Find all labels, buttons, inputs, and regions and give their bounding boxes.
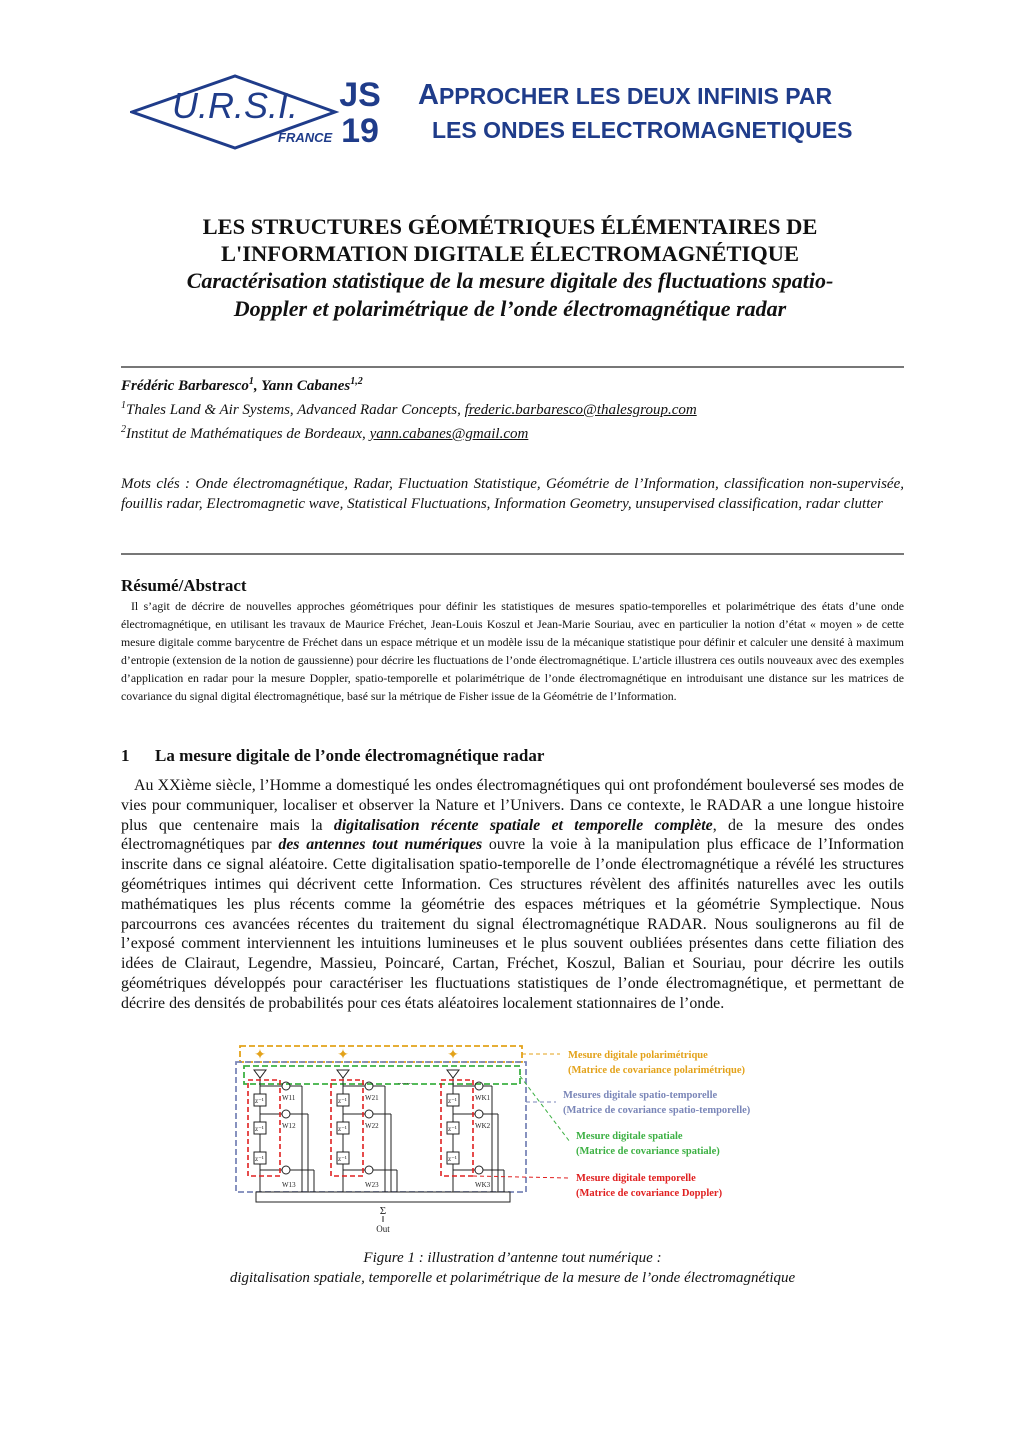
- caption-line1: Figure 1 : illustration d’antenne tout numérique :: [363, 1250, 662, 1266]
- weight-label: W11: [282, 1094, 296, 1102]
- polarimetric-box: [240, 1046, 522, 1062]
- polar-symbol-icon: ✦: [254, 1048, 266, 1063]
- para-part-b: , de la mesure des ondes électromagnétiques par: [121, 816, 904, 854]
- polar-symbol-icon: ✦: [337, 1048, 349, 1063]
- figure-caption: [121, 1248, 904, 1288]
- antenna-figure: [230, 1042, 810, 1234]
- legend-polar-title: Mesure digitale polarimétrique: [568, 1050, 708, 1061]
- sum-bar: [256, 1192, 510, 1202]
- paper-subtitle: [110, 267, 910, 323]
- author-2-sup: 1,2: [350, 376, 363, 387]
- aff-2-text: Institut de Mathématiques de Bordeaux,: [126, 426, 370, 442]
- paper-title: [110, 213, 910, 267]
- logo-subtext: FRANCE: [278, 130, 333, 145]
- weight-label: W23: [365, 1181, 379, 1189]
- aff-2-sup: 2: [121, 424, 126, 435]
- author-1-sup: 1: [248, 376, 254, 387]
- para-emphasis-2: des antennes tout numériques: [278, 836, 483, 854]
- delay-label: z⁻¹: [448, 1155, 457, 1163]
- divider: [121, 366, 904, 368]
- email-link-2[interactable]: yann.cabanes@gmail.com: [369, 426, 529, 442]
- delay-label: z⁻¹: [338, 1155, 347, 1163]
- legend-spatial-title: Mesure digitale spatiale: [576, 1131, 683, 1142]
- legend-temporal-sub: (Matrice de covariance Doppler): [576, 1188, 723, 1199]
- para-part-a: Au XXième siècle, l’Homme a domestiqué les ondes électromagnétiques qui ont profondément bouleversé ses modes de vies pour communiquer, localiser et observer la Nature et l’Univers. Dans ce contexte, le RADAR a une longue histoire plus que centenaire mais la: [121, 777, 904, 834]
- weight-label: W12: [282, 1122, 296, 1130]
- divider: [121, 553, 904, 555]
- legend-polar-sub: (Matrice de covariance polarimétrique): [568, 1065, 745, 1076]
- caption-line2: digitalisation spatiale, temporelle et polarimétrique de la mesure de l’onde électromagnétique: [229, 1270, 796, 1286]
- delay-label: z⁻¹: [338, 1125, 347, 1133]
- delay-label: z⁻¹: [255, 1155, 264, 1163]
- delay-label: z⁻¹: [255, 1097, 264, 1105]
- title-line1: LES STRUCTURES GÉOMÉTRIQUES ÉLÉMENTAIRES DE: [202, 214, 818, 239]
- weight-label: WK3: [475, 1181, 491, 1189]
- subtitle-line2: Doppler et polarimétrique de l’onde électromagnétique radar: [233, 296, 787, 321]
- polar-symbol-icon: ✦: [447, 1048, 459, 1063]
- aff-1-sup: 1: [121, 400, 126, 411]
- sum-symbol: Σ: [379, 1205, 387, 1217]
- delay-label: z⁻¹: [255, 1125, 264, 1133]
- delay-label: z⁻¹: [448, 1125, 457, 1133]
- weight-label: WK1: [475, 1094, 491, 1102]
- author-1: Frédéric Barbaresco: [121, 378, 249, 394]
- weight-label: W22: [365, 1122, 379, 1130]
- out-label: Out: [376, 1224, 390, 1234]
- abstract-text: Il s’agit de décrire de nouvelles approches géométriques pour définir les statistiques de mesures spatio-temporelles et polarimétrique des états d’une onde électromagnétique, en utilisant les travaux de Maurice Fréchet, Jean-Louis Koszul et Jean-Marie Souriau, avec en particulier la notion d’état « moyen » de cette mesure digitale comme barycentre de Fréchet dans un espace métrique et un modèle issu de la mécanique statistique pour définir et calculer une densité à maximum d’entropie (extension de la notion de gaussienne) pour décrire les fluctuations de l’onde électromagnétique. L’article illustrera ces outils nouveaux avec des exemples d’application en radar pour la mesure Doppler, spatio-temporelle et polarimétrique de l’onde électromagnétique en introduisant une distance sur les matrices de covariance du signal digital électromagnétique, basé sur la métrique de Fisher issue de la Géométrie de l’Information.: [121, 599, 904, 703]
- legend-spatial-sub: (Matrice de covariance spatiale): [576, 1146, 720, 1157]
- conf-title-cap: A: [418, 79, 439, 111]
- author-2: Yann Cabanes: [261, 378, 351, 394]
- abstract-heading: Résumé/Abstract: [121, 576, 247, 595]
- delay-label: z⁻¹: [448, 1097, 457, 1105]
- aff-1-text: Thales Land & Air Systems, Advanced Radar Concepts,: [126, 402, 465, 418]
- title-line2: L'INFORMATION DIGITALE ÉLECTROMAGNÉTIQUE: [221, 241, 799, 266]
- ursi-logo: [130, 72, 400, 152]
- author-names: [121, 372, 904, 396]
- para-emphasis-1: digitalisation récente spatiale et temporelle complète: [333, 816, 713, 834]
- subtitle-line1: Caractérisation statistique de la mesure digitale des fluctuations spatio-: [186, 268, 834, 293]
- logo-js: JS: [339, 76, 381, 114]
- affiliation-2: [121, 420, 904, 444]
- continuation-dots: ........: [398, 1078, 412, 1086]
- legend-st-sub: (Matrice de covariance spatio-temporelle): [563, 1105, 751, 1116]
- logo-19: 19: [341, 112, 379, 150]
- spatial-box: [244, 1066, 520, 1084]
- affiliation-1: [121, 396, 904, 420]
- conf-title-line2: LES ONDES ELECTROMAGNETIQUES: [432, 117, 853, 143]
- conf-title-line1: PPROCHER LES DEUX INFINIS PAR: [438, 83, 833, 109]
- authors-block: [121, 372, 904, 444]
- weight-label: WK2: [475, 1122, 491, 1130]
- section-1-paragraph: [121, 776, 904, 1014]
- legend-temporal-title: Mesure digitale temporelle: [576, 1173, 696, 1184]
- email-link-1[interactable]: frederic.barbaresco@thalesgroup.com: [464, 402, 697, 418]
- weight-label: W21: [365, 1094, 379, 1102]
- author-sep: ,: [253, 378, 262, 394]
- delay-label: z⁻¹: [338, 1097, 347, 1105]
- legend-st-title: Mesures digitale spatio-temporelle: [563, 1090, 718, 1101]
- keywords: Mots clés : Onde électromagnétique, Radar, Fluctuation Statistique, Géométrie de l’Information, classification non-supervisée, fouillis radar, Electromagnetic wave, Statistical Fluctuations, Information Geometry, unsupervised classification, radar clutter: [121, 476, 904, 512]
- para-part-c: ouvre la voie à la manipulation plus efficace de l’Information inscrite dans ce signal aléatoire. Cette digitalisation spatio-temporelle de l’onde électromagnétique a révélé les structures géométriques intimes qui décrivent cette Information. Ces structures révèlent des affinités naturelles avec les outils mathématiques les plus récents comme la géométrie des espaces métriques et la géométrie Symplectique. Nous parcourrons ces avancées récentes du traitement du signal électromagnétique RADAR. Nous soulignerons au fil de l’exposé comment interviennent les intuitions lumineuses et le plus souvent oubliées présentes dans cette filiation des idées de Clairaut, Legendre, Massieu, Poincaré, Cartan, Fréchet, Koszul, Balian et Souriau, pour décrire les outils géométriques développés pour caractériser les fluctuations statistiques de l’onde électromagnétique, et permettant de décrire des densités de probabilités pour ces états aléatoires localement stationnaires de l’onde.: [121, 836, 904, 1012]
- weight-label: W13: [282, 1181, 296, 1189]
- conference-title: [418, 78, 898, 147]
- section-1-heading: 1 La mesure digitale de l’onde électromagnétique radar: [121, 746, 545, 765]
- logo-text: U.R.S.I.: [171, 85, 299, 126]
